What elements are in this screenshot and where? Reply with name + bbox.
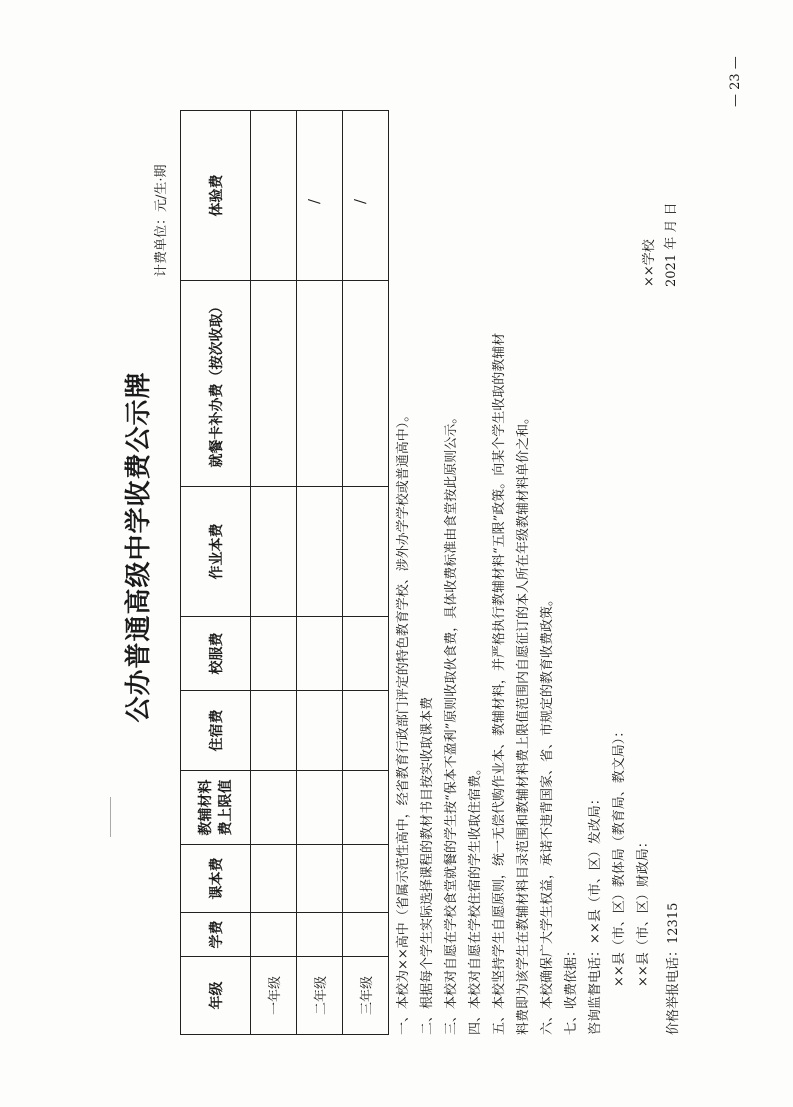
note-line: 四、本校对自愿在学校住宿的学生收取住宿费。 xyxy=(468,761,483,1035)
header-uniform: 校服费 xyxy=(181,617,251,691)
table-row xyxy=(343,111,389,1035)
scan-mark xyxy=(110,797,111,837)
page-number: — 23 — xyxy=(728,56,743,107)
note-line: 六、本校确保广大学生权益，承诺不违背国家、省、市规定的教育收费政策。 xyxy=(540,592,555,1035)
header-tuition: 学费 xyxy=(181,913,251,957)
grade-cell: 三年级 xyxy=(343,957,389,1035)
exam-cell xyxy=(251,111,297,281)
header-exercise-book: 作业本费 xyxy=(181,487,251,617)
note-line: 二、根据每个学生实际选择课程的教材书目按实收取课本费 xyxy=(420,696,435,1035)
table-header-row xyxy=(181,111,251,1035)
header-physical-exam: 体验费 xyxy=(181,111,251,281)
note-line: 五、本校坚持学生自愿原则，统一无偿代购作业本、教辅材料，并严格执行教辅材料“五限”政策。向某个学生收取的教辅材 xyxy=(492,332,507,1035)
grade-cell: 二年级 xyxy=(297,957,343,1035)
grade-cell: 一年级 xyxy=(251,957,297,1035)
note-line: 料费即为该学生在教辅材料目录范围和教辅材料费上限值范围内自愿征订的本人所在年级教辅材料单价之和。 xyxy=(516,410,531,1035)
exam-cell xyxy=(297,111,343,281)
header-meal-card-reissue: 就餐卡补办费（按次收取） xyxy=(181,281,251,487)
note-line: ××县（市、区）教体局（教育局、教文局）： xyxy=(612,724,627,987)
note-line: 价格举报电话：12315 xyxy=(666,902,681,1035)
header-materials-cap: 教辅材料费上限值 xyxy=(181,771,251,845)
note-line: 一、本校为××高中（省属示范性高中，经省教育行政部门评定的特色教育学校、涉外办学学校或普通高中）。 xyxy=(396,408,411,1035)
table-row xyxy=(297,111,343,1035)
signature-school: ××学校 xyxy=(642,239,657,287)
table-row xyxy=(251,111,297,1035)
header-grade: 年级 xyxy=(181,957,251,1035)
signature-date: 2021 年 月 日 xyxy=(664,202,679,287)
slash-mark: / xyxy=(305,198,323,204)
billing-unit-label: 计费单位：元/生·期 xyxy=(154,164,169,277)
header-accommodation: 住宿费 xyxy=(181,691,251,771)
note-line: 三、本校对自愿在学校食堂就餐的学生按“保本不盈利”原则收取伙食费，具体收费标准由食堂按此原则公示。 xyxy=(444,410,459,1035)
note-line: 七、收费依据： xyxy=(564,943,579,1035)
header-textbook: 课本费 xyxy=(181,845,251,913)
slash-mark: / xyxy=(351,198,369,204)
note-line: 咨询监督电话：××县（市、区）发改局： xyxy=(588,792,603,1035)
note-line: ××县（市、区）财政局： xyxy=(636,835,651,987)
document-title: 公办普通高级中学收费公示牌 xyxy=(124,371,154,723)
fee-table xyxy=(180,110,389,1035)
notes-section xyxy=(392,75,686,1035)
exam-cell xyxy=(343,111,389,281)
